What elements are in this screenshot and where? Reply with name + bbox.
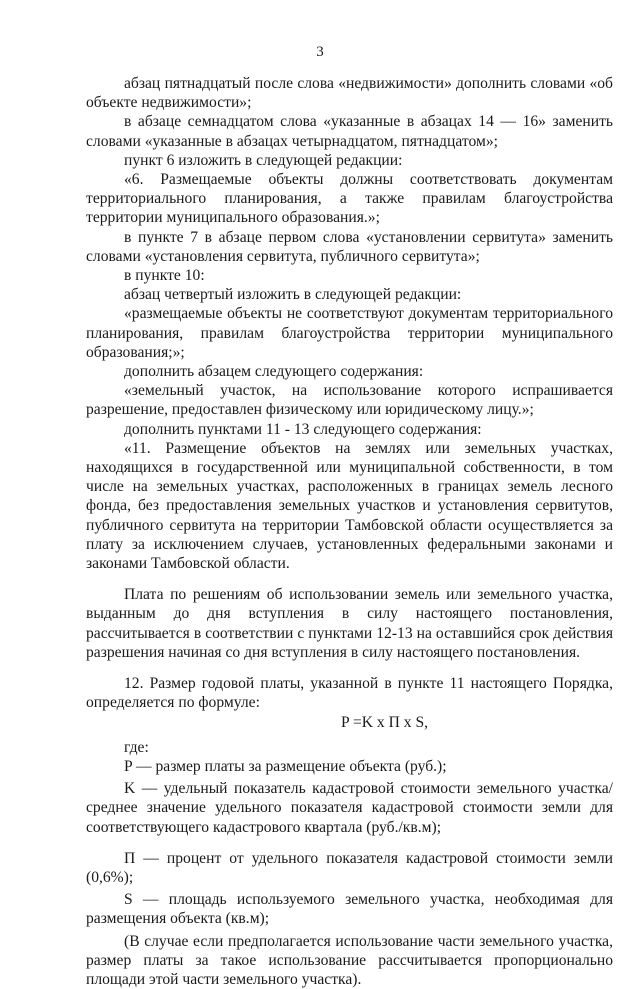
paragraph: в пункте 7 в абзаце первом слова «установлении сервитута» заменить словами «установления сервитута, публичного сервитута»; bbox=[86, 228, 613, 265]
paragraph: абзац пятнадцатый после слова «недвижимости» дополнить словами «об объекте недвижимости»; bbox=[86, 75, 613, 112]
paragraph: 12. Размер годовой платы, указанной в пункте 11 настоящего Порядка, определяется по формуле: bbox=[86, 675, 613, 712]
paragraph: дополнить абзацем следующего содержания: bbox=[124, 363, 424, 381]
paragraph: «6. Размещаемые объекты должны соответствовать документам территориального планирования, а также правилам благоустройства территории муниципального образования.»; bbox=[86, 171, 613, 227]
paragraph: P — размер платы за размещение объекта (руб.); bbox=[124, 757, 447, 775]
paragraph: где: bbox=[124, 738, 149, 756]
paragraph: «земельный участок, на использование которого испрашивается разрешение, предоставлен физическому или юридическому лицу.»; bbox=[86, 382, 613, 419]
paragraph: (В случае если предполагается использование части земельного участка, размер платы за такое использование рассчитывается пропорционально площади этой части земельного участка). bbox=[86, 932, 613, 988]
paragraph: П — процент от удельного показателя кадастровой стоимости земли (0,6%); bbox=[86, 849, 613, 886]
paragraph: дополнить пунктами 11 - 13 следующего содержания: bbox=[124, 420, 482, 438]
paragraph: абзац четвертый изложить в следующей редакции: bbox=[124, 286, 462, 304]
paragraph: K — удельный показатель кадастровой стоимости земельного участка/среднее значение удельного показателя кадастровой стоимости земли для соответствующего кадастрового квартала (руб./кв.м); bbox=[86, 780, 613, 836]
paragraph: «11. Размещение объектов на землях или земельных участках, находящихся в государственной или муниципальной собственности, в том числе на земельных участках, расположенных в границах земель лесного фонда, без предоставления земельных участков и установления сервитутов, публичного сервитута на территории Тамбовской области осуществляется за плату за исключением случаев, установленных федеральными законами и законами Тамбовской области. bbox=[86, 439, 613, 573]
formula: P =K x П x S, bbox=[340, 713, 429, 731]
document-body bbox=[86, 74, 613, 989]
paragraph: в абзаце семнадцатом слова «указанные в абзацах 14 — 16» заменить словами «указанные в абзацах четырнадцатом, пятнадцатом»; bbox=[86, 113, 613, 150]
paragraph: Плата по решениям об использовании земель или земельного участка, выданным до дня вступления в силу настоящего постановления, рассчитывается в соответствии с пунктами 12-13 на оставшийся срок действия разрешения начиная со дня вступления в силу настоящего постановления. bbox=[86, 586, 613, 661]
paragraph: S — площадь используемого земельного участка, необходимая для размещения объекта (кв.м); bbox=[86, 891, 613, 928]
paragraph: в пункте 10: bbox=[124, 267, 205, 285]
paragraph: «размещаемые объекты не соответствуют документам территориального планирования, правилам благоустройства территории муниципального образования;»; bbox=[86, 305, 613, 361]
paragraph: пункт 6 изложить в следующей редакции: bbox=[124, 151, 403, 169]
page-number: 3 bbox=[316, 44, 324, 60]
